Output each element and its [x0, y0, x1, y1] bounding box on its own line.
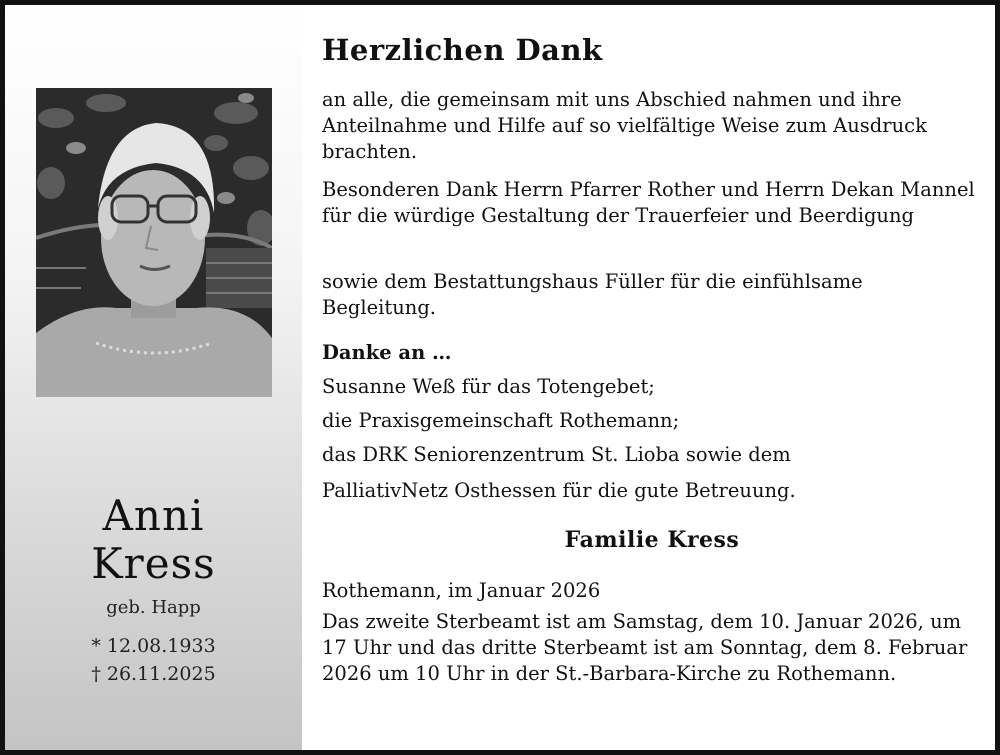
maiden-name: geb. Happ [106, 597, 201, 618]
thanks-list-item: das DRK Seniorenzentrum St. Lioba sowie dem [322, 443, 791, 466]
thanks-list-item: die Praxisgemeinschaft Rothemann; [322, 409, 680, 432]
requiem-mass-info: Das zweite Sterbeamt ist am Samstag, dem 10. Januar 2026, um 17 Uhr und das dritte Sterbeamt ist am Sonntag, dem 8. Februar 2026 um 10 Uhr in der St.-Barbara-Kirche zu Rothemann. [322, 610, 968, 685]
thanks-paragraph-1: an alle, die gemeinsam mit uns Abschied nahmen und ihre Anteilnahme und Hilfe auf so vielfältige Weise zum Ausdruck brachten. [322, 88, 927, 163]
notice-heading: Herzlichen Dank [322, 33, 603, 67]
deceased-last-name: Kress [91, 539, 216, 588]
left-panel [5, 5, 302, 750]
thanks-paragraph-2: Besonderen Dank Herrn Pfarrer Rother und Herrn Dekan Mannel für die würdige Gestaltung der Trauerfeier und Beerdigung [322, 178, 975, 227]
thanks-list-item: PalliativNetz Osthessen für die gute Betreuung. [322, 479, 796, 502]
thanks-paragraph-3: sowie dem Bestattungshaus Füller für die einfühlsame Begleitung. [322, 270, 863, 319]
place-and-date: Rothemann, im Januar 2026 [322, 579, 601, 602]
death-date: † 26.11.2025 [91, 663, 216, 685]
deceased-first-name: Anni [102, 491, 205, 540]
portrait-illustration [36, 88, 272, 397]
birth-date: * 12.08.1933 [91, 635, 216, 657]
thanks-list-item: Susanne Weß für das Totengebet; [322, 375, 655, 398]
family-signature: Familie Kress [564, 527, 740, 553]
thanks-subheading: Danke an … [322, 341, 452, 364]
portrait-photo [36, 88, 272, 397]
